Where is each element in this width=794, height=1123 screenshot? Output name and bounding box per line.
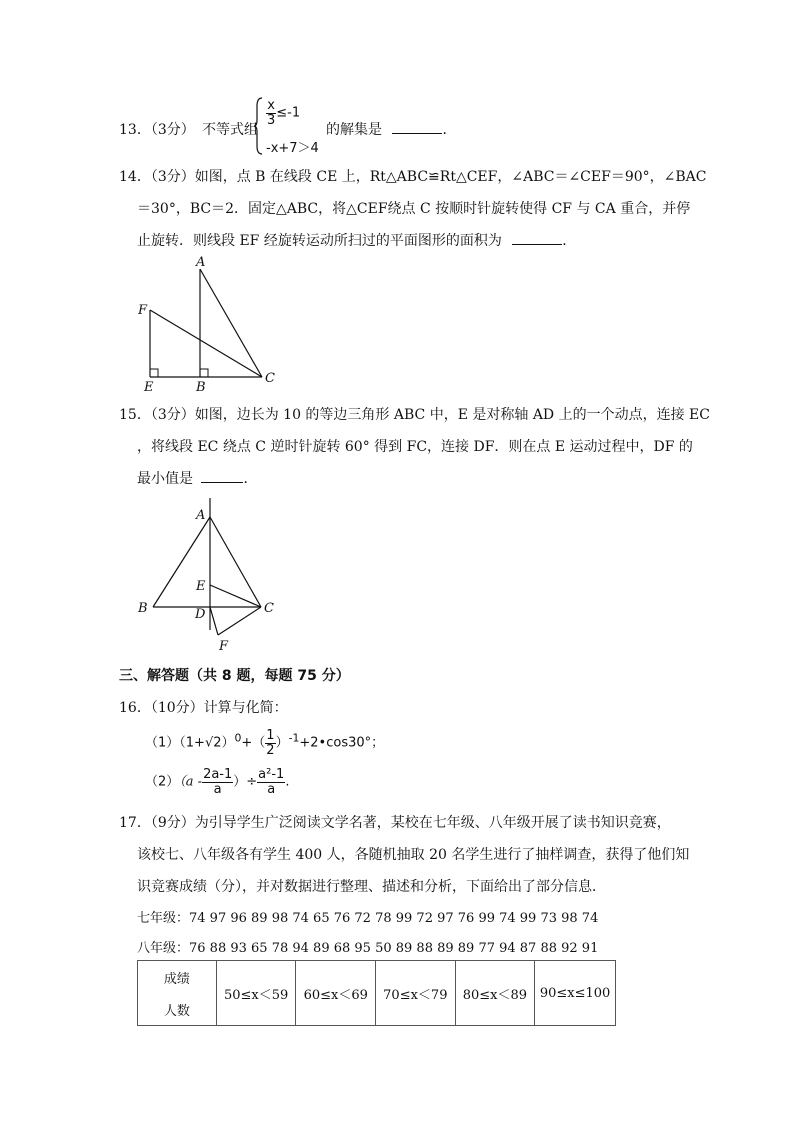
q13-inequality-1	[266, 99, 300, 127]
q16-p1-a: （1+√2）	[179, 735, 235, 751]
q13-number: 13．（3分）	[119, 122, 195, 138]
q14-segment-FC	[150, 310, 262, 377]
q13-ineq1-rest: ≤-1	[276, 105, 301, 121]
q16-p2-frac1-den: a	[213, 781, 222, 797]
q15-label-D: D	[195, 607, 206, 622]
q16-p1-d: +2•cos30°；	[299, 735, 385, 751]
q13-prefix: 不等式组	[202, 122, 258, 138]
q17-grade8-scores: 八年级：76 88 93 65 78 94 89 68 95 50 89 88 89 89 77 94 87 88 92 91	[137, 941, 599, 956]
q17-table-col-3: 70≤x＜79	[376, 961, 456, 1026]
q15-label-C: C	[264, 601, 274, 616]
q13-answer-blank[interactable]	[392, 133, 442, 134]
q15-label-E: E	[196, 579, 206, 594]
q17-table-header-count: 人数	[138, 993, 217, 1026]
q14-label-F: F	[138, 303, 148, 318]
q16-p2-fraction-2	[257, 768, 285, 796]
q15-answer-blank[interactable]	[201, 482, 243, 483]
q16-p2-fraction-1	[202, 768, 233, 796]
q16-p1-label: （1）	[145, 735, 180, 751]
q17-table-col-5: 90≤x≤100	[535, 961, 616, 1026]
q17-table-col-1: 50≤x＜59	[216, 961, 296, 1026]
q14-label-B: B	[196, 380, 206, 395]
q14-segment-AC	[200, 269, 262, 377]
q16-p2-frac2-den: a	[267, 781, 276, 797]
q17-score-table	[137, 960, 616, 1026]
q17-line-3: 识竞赛成绩（分），并对数据进行整理、描述和分析，下面给出了部分信息．	[137, 879, 606, 895]
q13-fraction	[266, 99, 276, 127]
q15-label-A: A	[196, 508, 206, 523]
q17-table-row-score	[138, 961, 616, 994]
q16-p2-label: （2）	[145, 774, 180, 790]
q17-table-col-4: 80≤x＜89	[455, 961, 535, 1026]
q16-p1-exp0: 0	[234, 731, 242, 745]
q14-diagram	[130, 250, 290, 395]
q17-line-2: 该校七、八年级各有学生 400 人，各随机抽取 20 名学生进行了抽样调查，获得了他们知	[137, 847, 690, 863]
q16-p2-a: （a -	[179, 774, 203, 790]
q16-p1-fraction	[265, 729, 275, 757]
q16-p1-exp1: -1	[288, 731, 300, 745]
q17-line-1: 17．（9分）为引导学生广泛阅读文学名著，某校在七年级、八年级开展了读书知识竞赛，	[119, 815, 671, 831]
q14-right-angle-B	[200, 369, 208, 377]
q17-grade7-scores: 七年级：74 97 96 89 98 74 65 76 72 78 99 72 97 76 99 74 99 73 98 74	[137, 911, 599, 926]
q17-table-header-score: 成绩	[138, 961, 217, 994]
section-3-title: 三、解答题（共 8 题，每题 75 分）	[119, 668, 350, 684]
q16-p2-frac2-num: a²-1	[258, 767, 285, 782]
q13-suffix: 的解集是 ．	[326, 122, 457, 138]
q14-label-E: E	[144, 380, 154, 395]
q15-line-3: 最小值是 ．	[137, 471, 258, 487]
q13-suffix-text: 的解集是	[326, 122, 382, 138]
q16-p2-c: .	[285, 774, 290, 790]
q14-line-3: 止旋转．则线段 EF 经旋转运动所扫过的平面图形的面积为 ．	[137, 233, 577, 249]
q15-diagram	[130, 490, 290, 655]
q14-line-1: 14．（3分）如图，点 B 在线段 CE 上，Rt△ABC≌Rt△CEF，∠ABC＝∠CEF＝90°，∠BAC	[119, 169, 707, 185]
q15-figure	[130, 490, 290, 659]
q15-segment-DF	[210, 607, 218, 635]
q16-p2-b: ）÷	[233, 774, 258, 790]
q13-fraction-num: x	[267, 98, 275, 113]
q16-p1-frac-num: 1	[266, 728, 275, 743]
q13-fraction-den: 3	[267, 112, 276, 128]
q16-part-1	[145, 729, 384, 757]
q15-line-2: ，将线段 EC 绕点 C 逆时针旋转 60° 得到 FC，连接 DF．则在点 E 运动过程中，DF 的	[137, 439, 693, 455]
q16-p1-c: ）	[275, 735, 289, 751]
q15-segment-FC	[218, 607, 261, 635]
q16-p2-frac1-num: 2a-1	[203, 767, 233, 782]
q14-line-3-text: 止旋转．则线段 EF 经旋转运动所扫过的平面图形的面积为	[137, 233, 502, 249]
q14-answer-blank[interactable]	[512, 244, 562, 245]
q15-segment-EC	[210, 585, 261, 607]
q15-label-F: F	[219, 639, 229, 654]
q14-label-A: A	[196, 255, 206, 270]
q14-label-C: C	[265, 371, 275, 386]
q15-segment-AC	[210, 517, 261, 607]
q13-brace	[254, 96, 264, 156]
q16-heading: 16．（10分）计算与化简：	[119, 700, 288, 716]
q14-line-2: ＝30°，BC＝2．固定△ABC，将△CEF绕点 C 按顺时针旋转使得 CF 与 CA 重合，并停	[137, 201, 691, 217]
q16-p1-frac-den: 2	[266, 742, 275, 758]
q15-label-B: B	[138, 601, 148, 616]
q14-figure	[130, 250, 290, 399]
q15-line-3-text: 最小值是	[137, 471, 193, 487]
q17-table-col-2: 60≤x＜69	[296, 961, 376, 1026]
q16-p1-b: +（	[241, 735, 266, 751]
q13-inequality-2: -x+7＞4	[266, 141, 319, 156]
q14-right-angle-E	[150, 369, 158, 377]
q16-part-2	[145, 768, 289, 796]
q15-line-1: 15．（3分）如图，边长为 10 的等边三角形 ABC 中，E 是对称轴 AD 上的一个动点，连接 EC	[119, 407, 710, 423]
